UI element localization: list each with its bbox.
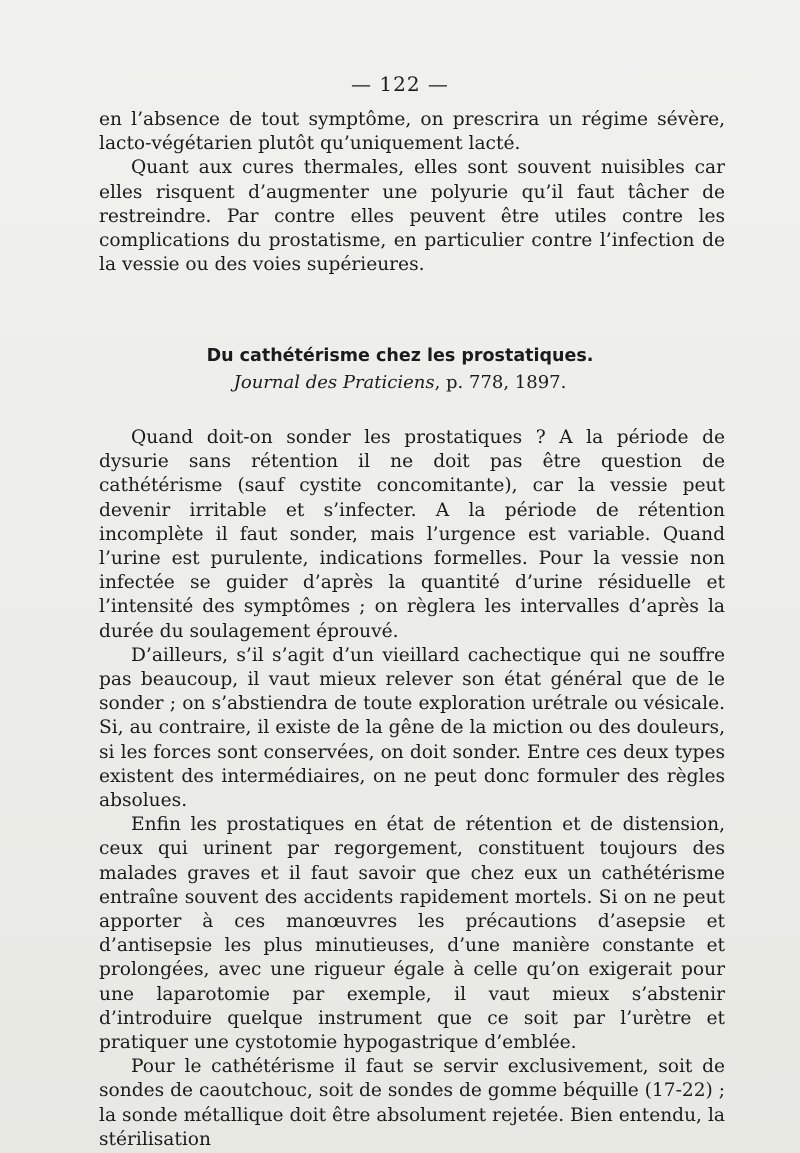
body-paragraph-4: Pour le cathétérisme il faut se servir exclusivement, soit de sondes de caoutchouc, soit de sondes de gomme béquille (17-22) ; la sonde métallique doit être absolument rejetée. Bien entendu, la stérilisation [99, 1056, 725, 1150]
article-source [0, 372, 800, 393]
article-title: Du cathétérisme chez les prostatiques. [206, 346, 594, 366]
body-paragraph-3: Enfin les prostatiques en état de rétention et de distension, ceux qui urinent par regorgement, constituent toujours des malades graves et il faut savoir que chez eux un cathétérisme entraîne souvent des accidents rapidement mortels. Si on ne peut apporter à ces manœuvres les précautions d’asepsie et d’antisepsie les plus minutieuses, d’une manière constante et prolongées, avec une rigueur égale à celle qu’on exigerait pour une laparotomie par exemple, il vaut mieux s’abstenir d’introduire quelque instrument que ce soit par l’urètre et pratiquer une cystotomie hypogastrique d’emblée. [99, 814, 725, 1054]
article-body [99, 426, 725, 1152]
journal-name: Journal des Praticiens [233, 372, 435, 393]
intro-paragraph-2: Quant aux cures thermales, elles sont souvent nuisibles car elles risquent d’augmenter une polyurie qu’il faut tâcher de restreindre. Par contre elles peuvent être utiles contre les complications du prostatisme, en particulier contre l’infection de la vessie ou des voies supérieures. [99, 157, 725, 276]
journal-reference: , p. 778, 1897. [434, 372, 567, 393]
intro-paragraph-1: en l’absence de tout symptôme, on prescrira un régime sévère, lacto-végétarien plutôt qu’uniquement lacté. [99, 109, 725, 155]
intro-section [99, 108, 725, 277]
body-paragraph-1: Quand doit-on sonder les prostatiques ? A la période de dysurie sans rétention il ne doit pas être question de cathétérisme (sauf cystite concomitante), car la vessie peut devenir irritable et s’infecter. A la période de rétention incomplète il faut sonder, mais l’urgence est variable. Quand l’urine est purulente, indications formelles. Pour la vessie non infectée se guider d’après la quantité d’urine résiduelle et l’intensité des symptômes ; on règlera les intervalles d’après la durée du soulagement éprouvé. [99, 427, 725, 642]
body-paragraph-2: D’ailleurs, s’il s’agit d’un vieillard cachectique qui ne souffre pas beaucoup, il vaut mieux relever son état général que de le sonder ; on s’abstiendra de toute exploration urétrale ou vésicale. Si, au contraire, il existe de la gêne de la miction ou des douleurs, si les forces sont conservées, on doit sonder. Entre ces deux types existent des intermédiaires, on ne peut donc formuler des règles absolues. [99, 644, 725, 812]
page-number: — 122 — [351, 72, 449, 96]
